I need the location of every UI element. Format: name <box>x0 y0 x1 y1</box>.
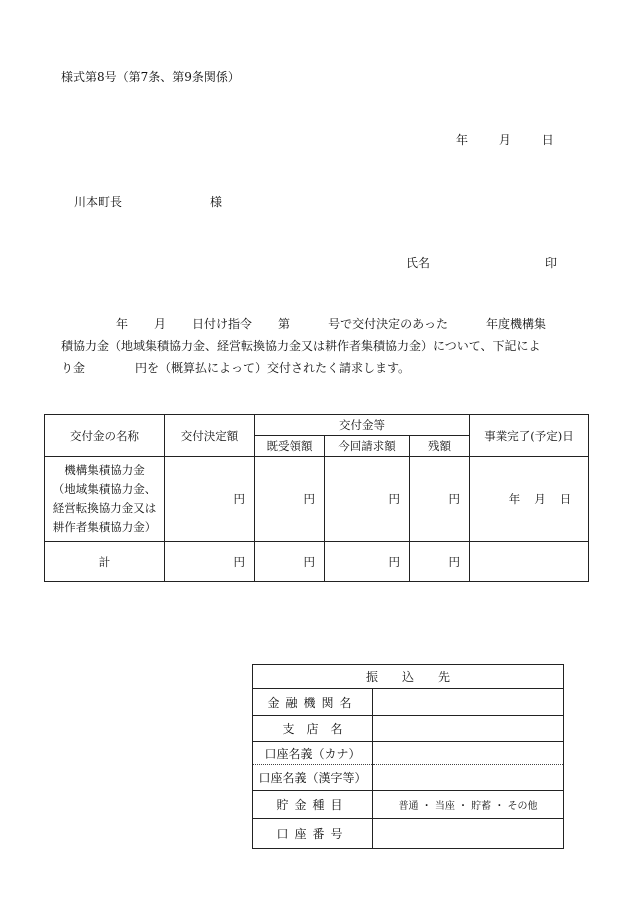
addressee-honorific: 様 <box>210 195 223 209</box>
completion-date-cell[interactable]: 年 月 日 <box>470 457 589 542</box>
header-balance: 残額 <box>410 436 470 457</box>
account-holder-kana-label: 口座名義（カナ） <box>253 742 373 765</box>
addressee-name: 川本町長 <box>74 195 123 209</box>
table-row <box>253 791 564 819</box>
header-decided-amount: 交付決定額 <box>165 415 255 457</box>
account-holder-kanji-field[interactable] <box>373 765 564 791</box>
date-line <box>456 131 554 148</box>
request-text-line-2: 積協力金（地域集積協力金、経営転換協力金又は耕作者集積協力金）について、下記によ <box>61 339 541 353</box>
account-holder-kana-field[interactable] <box>373 742 564 765</box>
account-holder-kanji-label: 口座名義（漢字等） <box>253 765 373 791</box>
total-row <box>45 542 589 582</box>
bank-name-label: 金融機関名 <box>253 689 373 716</box>
total-decided-cell[interactable]: 円 <box>165 542 255 582</box>
deposit-type-options[interactable]: 普通 ・ 当座 ・ 貯蓄 ・ その他 <box>373 791 564 819</box>
table-row <box>253 765 564 791</box>
transfer-title: 振 込 先 <box>253 665 564 689</box>
request-text-line-1: 年 月 日付け指令 第 号で交付決定のあった 年度機構集 <box>116 317 546 331</box>
branch-name-label: 支 店 名 <box>253 716 373 742</box>
deposit-type-label: 貯金種目 <box>253 791 373 819</box>
request-text-line-3: り金 円を（概算払によって）交付されたく請求します。 <box>61 361 411 375</box>
this-request-amount-cell[interactable]: 円 <box>325 457 410 542</box>
seal-mark: 印 <box>545 256 558 270</box>
header-received: 既受領額 <box>255 436 325 457</box>
total-completion-cell <box>470 542 589 582</box>
request-text <box>61 313 581 379</box>
branch-name-field[interactable] <box>373 716 564 742</box>
total-this-request-cell[interactable]: 円 <box>325 542 410 582</box>
date-day: 日 <box>541 133 554 147</box>
received-amount-cell[interactable]: 円 <box>255 457 325 542</box>
header-grant-name: 交付金の名称 <box>45 415 165 457</box>
signer-name-label: 氏名 <box>406 256 431 270</box>
table-row <box>253 819 564 849</box>
total-balance-cell[interactable]: 円 <box>410 542 470 582</box>
header-this-request: 今回請求額 <box>325 436 410 457</box>
bank-name-field[interactable] <box>373 689 564 716</box>
account-number-field[interactable] <box>373 819 564 849</box>
decided-amount-cell[interactable]: 円 <box>165 457 255 542</box>
table-row <box>253 742 564 765</box>
form-id: 様式第8号（第7条、第9条関係） <box>61 70 240 84</box>
transfer-destination-table <box>252 664 564 849</box>
addressee <box>74 193 222 210</box>
header-grant-group: 交付金等 <box>255 415 470 436</box>
date-year: 年 <box>456 133 469 147</box>
table-row <box>253 689 564 716</box>
total-label: 計 <box>45 542 165 582</box>
signer <box>406 254 557 271</box>
grant-name-cell: 機構集積協力金 （地域集積協力金、 経営転換協力金又は 耕作者集積協力金） <box>45 457 165 542</box>
balance-amount-cell[interactable]: 円 <box>410 457 470 542</box>
date-month: 月 <box>498 133 511 147</box>
table-row <box>253 716 564 742</box>
account-number-label: 口座番号 <box>253 819 373 849</box>
table-row <box>45 457 589 542</box>
header-completion-date: 事業完了(予定)日 <box>470 415 589 457</box>
total-received-cell[interactable]: 円 <box>255 542 325 582</box>
grant-table <box>44 414 589 582</box>
